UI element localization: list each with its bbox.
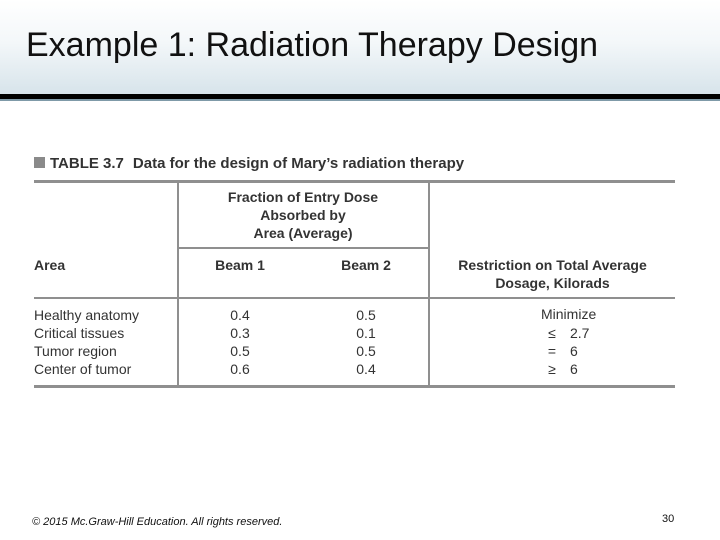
column-header-beam1: Beam 1 [215,257,265,273]
copyright-footer: © 2015 Mc.Graw-Hill Education. All rights reserved. [32,516,283,528]
table-cell-operator: ≥ [548,361,556,377]
area-column [34,306,139,378]
group-header-line-2: Absorbed by [260,207,346,223]
table-cell-operator: ≤ [548,325,556,341]
table-cell-rhs: 2.7 [570,325,590,341]
table-cell-beam1: 0.4 [230,307,250,323]
table-cell-area: Center of tumor [34,361,132,377]
table-cell-beam2: 0.4 [356,361,376,377]
table-cell-rhs: 6 [570,361,578,377]
table-top-rule [34,180,675,183]
group-header-line-3: Area (Average) [253,225,353,241]
page-number: 30 [662,513,675,525]
table-cell-restriction-objective: Minimize [541,306,597,322]
table-cell-beam1: 0.6 [230,361,250,377]
caption-square-icon [34,157,45,168]
table-cell-beam1: 0.5 [230,343,250,359]
rhs-column [570,324,589,378]
table-cell-rhs: 6 [570,343,578,359]
table-caption [34,155,464,172]
column-header-restriction-line-1: Restriction on Total Average [458,257,647,273]
column-header-beam2: Beam 2 [341,257,391,273]
slide-title: Example 1: Radiation Therapy Design [26,26,599,64]
table-cell-beam2: 0.1 [356,325,376,341]
table-cell-area: Tumor region [34,343,117,359]
table-cell-beam1: 0.3 [230,325,250,341]
table-cell-beam2: 0.5 [356,307,376,323]
group-header-line-1: Fraction of Entry Dose [227,189,379,205]
column-header-area: Area [34,257,66,273]
table-cell-area: Healthy anatomy [34,307,140,323]
table-caption-text: Data for the design of Mary’s radiation therapy [132,155,465,172]
operator-column [541,324,563,378]
group-header-rule [178,247,428,249]
beam1-column [190,306,290,378]
table-bottom-rule [34,385,675,388]
beam2-column [316,306,416,378]
table-cell-beam2: 0.5 [356,343,376,359]
table-number: TABLE 3.7 [50,155,124,172]
title-divider-accent [0,99,720,101]
header-bottom-rule [34,297,675,299]
column-header-restriction-line-2: Dosage, Kilorads [495,275,610,291]
table-cell-area: Critical tissues [34,325,125,341]
table-cell-operator: = [547,343,557,359]
